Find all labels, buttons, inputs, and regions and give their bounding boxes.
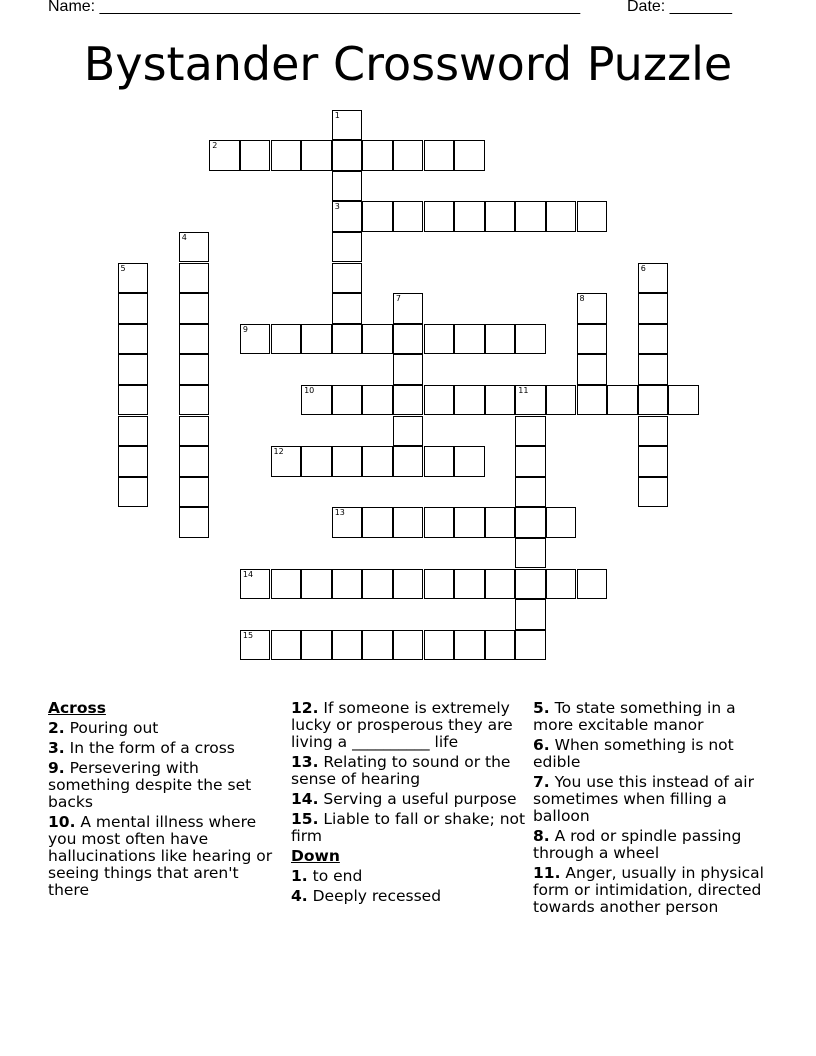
crossword-cell[interactable] [454,630,485,661]
crossword-cell[interactable] [240,324,271,355]
crossword-cell[interactable] [515,324,546,355]
crossword-cell[interactable] [179,293,210,324]
crossword-cell[interactable] [362,507,393,538]
crossword-cell[interactable] [118,446,149,477]
clue-number-label: 14 [242,569,254,579]
crossword-cell[interactable] [179,263,210,294]
name-field-label: Name: ______________________________________________________ [48,0,581,15]
crossword-cell[interactable] [179,477,210,508]
crossword-cell[interactable] [393,446,424,477]
crossword-cell[interactable] [424,201,455,232]
clue-number-label: 5 [120,263,126,273]
clue-text: Liable to fall or shake; not firm [291,810,526,845]
crossword-cell[interactable] [424,446,455,477]
clue-number: 15. [291,810,319,828]
clue-number-label: 15 [242,630,254,640]
clue-number: 8. [533,827,550,845]
date-field-label: Date: _______ [627,0,732,15]
crossword-cell[interactable] [393,293,424,324]
crossword-cell[interactable] [332,630,363,661]
crossword-cell[interactable] [515,569,546,600]
across-heading: Across [48,699,106,717]
clue-column-1 [48,700,280,902]
clue-across-2 [48,720,280,737]
crossword-cell[interactable] [577,354,608,385]
crossword-cell[interactable] [179,416,210,447]
crossword-cell[interactable] [332,324,363,355]
crossword-cell[interactable] [485,324,516,355]
clue-text: to end [312,867,363,885]
clue-number-label: 12 [273,447,284,457]
crossword-cell[interactable] [332,140,363,171]
clue-number: 4. [291,887,308,905]
clue-across-9 [48,760,280,811]
crossword-cell[interactable] [515,538,546,569]
crossword-cell[interactable] [577,293,608,324]
crossword-cell[interactable] [332,201,363,232]
crossword-cell[interactable] [454,201,485,232]
crossword-cell[interactable] [118,324,149,355]
crossword-cell[interactable] [393,140,424,171]
crossword-cell[interactable] [332,569,363,600]
crossword-cell[interactable] [546,569,577,600]
crossword-cell[interactable] [424,630,455,661]
crossword-cell[interactable] [393,354,424,385]
crossword-cell[interactable] [515,507,546,538]
crossword-cell[interactable] [301,569,332,600]
crossword-cell[interactable] [424,140,455,171]
crossword-cell[interactable] [515,385,546,416]
crossword-cell[interactable] [485,507,516,538]
clue-number-label: 7 [395,294,401,304]
clue-text: You use this instead of air sometimes when filling a balloon [533,773,754,825]
clue-number-label: 10 [304,385,315,395]
clue-number: 9. [48,759,65,777]
clue-number-label: 6 [640,263,646,273]
crossword-cell[interactable] [424,324,455,355]
crossword-cell[interactable] [638,293,669,324]
crossword-cell[interactable] [271,324,302,355]
clue-number-label: 4 [181,232,187,242]
crossword-cell[interactable] [179,385,210,416]
crossword-cell[interactable] [332,446,363,477]
crossword-cell[interactable] [301,630,332,661]
clue-text: Anger, usually in physical form or intimidation, directed towards another person [533,864,764,916]
crossword-cell[interactable] [607,385,638,416]
clue-across-10 [48,814,280,899]
clue-across-12 [291,700,527,751]
page-title: Bystander Crossword Puzzle [83,37,733,91]
crossword-cell[interactable] [515,599,546,630]
crossword-cell[interactable] [362,140,393,171]
crossword-cell[interactable] [638,446,669,477]
crossword-cell[interactable] [332,110,363,141]
crossword-cell[interactable] [454,507,485,538]
crossword-cell[interactable] [271,630,302,661]
crossword-cell[interactable] [118,263,149,294]
clue-text: A rod or spindle passing through a wheel [533,827,742,862]
clue-column-2 [291,700,527,908]
crossword-cell[interactable] [577,385,608,416]
crossword-cell[interactable] [332,263,363,294]
crossword-cell[interactable] [118,416,149,447]
clue-number: 1. [291,867,308,885]
clue-number-label: 13 [334,508,345,518]
crossword-cell[interactable] [638,354,669,385]
crossword-cell[interactable] [515,201,546,232]
clue-column-3 [533,700,769,919]
clue-text: When something is not edible [533,736,734,771]
clue-text: Pouring out [69,719,159,737]
crossword-cell[interactable] [424,507,455,538]
crossword-cell[interactable] [301,324,332,355]
crossword-cell[interactable] [638,385,669,416]
down-heading: Down [291,847,340,865]
crossword-cell[interactable] [118,354,149,385]
clue-text: In the form of a cross [69,739,235,757]
crossword-cell[interactable] [454,140,485,171]
crossword-cell[interactable] [362,569,393,600]
crossword-cell[interactable] [485,630,516,661]
clue-number: 3. [48,739,65,757]
crossword-cell[interactable] [393,324,424,355]
crossword-cell[interactable] [179,507,210,538]
clue-number-label: 3 [334,202,340,212]
clue-down-4 [291,888,527,905]
crossword-cell[interactable] [638,263,669,294]
clue-number-label: 11 [518,385,529,395]
crossword-cell[interactable] [393,416,424,447]
clue-down-1 [291,868,527,885]
crossword-cell[interactable] [332,293,363,324]
crossword-cell[interactable] [515,477,546,508]
clue-text: To state something in a more excitable manor [533,699,736,734]
clue-number-label: 9 [242,324,248,334]
crossword-cell[interactable] [577,201,608,232]
crossword-cell[interactable] [577,569,608,600]
crossword-cell[interactable] [546,201,577,232]
crossword-cell[interactable] [209,140,240,171]
crossword-cell[interactable] [393,385,424,416]
clue-text: Serving a useful purpose [323,790,517,808]
crossword-cell[interactable] [485,385,516,416]
crossword-cell[interactable] [515,446,546,477]
crossword-cell[interactable] [515,416,546,447]
crossword-cell[interactable] [362,324,393,355]
crossword-cell[interactable] [118,293,149,324]
crossword-cell[interactable] [301,140,332,171]
clue-number: 7. [533,773,550,791]
crossword-cell[interactable] [301,385,332,416]
crossword-cell[interactable] [454,446,485,477]
crossword-cell[interactable] [485,569,516,600]
clue-down-6 [533,737,769,771]
crossword-cell[interactable] [424,569,455,600]
clue-number: 13. [291,753,319,771]
crossword-cell[interactable] [546,385,577,416]
crossword-cell[interactable] [362,630,393,661]
clue-down-5 [533,700,769,734]
crossword-cell[interactable] [393,201,424,232]
crossword-cell[interactable] [393,569,424,600]
clue-number: 2. [48,719,65,737]
clue-number: 5. [533,699,550,717]
crossword-cell[interactable] [118,477,149,508]
crossword-cell[interactable] [638,477,669,508]
clue-number: 6. [533,736,550,754]
crossword-cell[interactable] [332,171,363,202]
clue-number: 10. [48,813,76,831]
crossword-cell[interactable] [332,232,363,263]
clue-number: 12. [291,699,319,717]
clue-number-label: 2 [212,141,218,151]
clue-across-13 [291,754,527,788]
crossword-cell[interactable] [638,416,669,447]
clue-down-11 [533,865,769,916]
crossword-cell[interactable] [393,630,424,661]
crossword-cell[interactable] [240,630,271,661]
clue-text: Persevering with something despite the set backs [48,759,252,811]
clue-across-15 [291,811,527,845]
clue-number: 11. [533,864,561,882]
crossword-cell[interactable] [362,446,393,477]
crossword-cell[interactable] [271,569,302,600]
crossword-cell[interactable] [179,324,210,355]
crossword-cell[interactable] [454,324,485,355]
crossword-cell[interactable] [179,232,210,263]
clue-across-3 [48,740,280,757]
clue-text: Relating to sound or the sense of hearing [291,753,511,788]
crossword-cell[interactable] [332,507,363,538]
crossword-cell[interactable] [454,385,485,416]
crossword-cell[interactable] [577,324,608,355]
crossword-cell[interactable] [638,324,669,355]
crossword-cell[interactable] [240,569,271,600]
crossword-cell[interactable] [271,446,302,477]
crossword-cell[interactable] [485,201,516,232]
crossword-cell[interactable] [271,140,302,171]
crossword-cell[interactable] [393,507,424,538]
clue-text: Deeply recessed [312,887,442,905]
clue-number-label: 1 [334,110,340,120]
clue-number-label: 8 [579,294,585,304]
crossword-cell[interactable] [362,385,393,416]
crossword-cell[interactable] [332,385,363,416]
clue-text: A mental illness where you most often have hallucinations like hearing or seeing things that aren't there [48,813,273,899]
crossword-cell[interactable] [179,446,210,477]
clue-across-14 [291,791,527,808]
clue-down-7 [533,774,769,825]
crossword-cell[interactable] [240,140,271,171]
crossword-cell[interactable] [546,507,577,538]
crossword-cell[interactable] [301,446,332,477]
crossword-cell[interactable] [515,630,546,661]
clue-text: If someone is extremely lucky or prosperous they are living a __________ life [291,699,513,751]
crossword-cell[interactable] [668,385,699,416]
clue-down-8 [533,828,769,862]
crossword-cell[interactable] [118,385,149,416]
clue-number: 14. [291,790,319,808]
crossword-cell[interactable] [424,385,455,416]
crossword-cell[interactable] [179,354,210,385]
crossword-cell[interactable] [454,569,485,600]
crossword-cell[interactable] [362,201,393,232]
